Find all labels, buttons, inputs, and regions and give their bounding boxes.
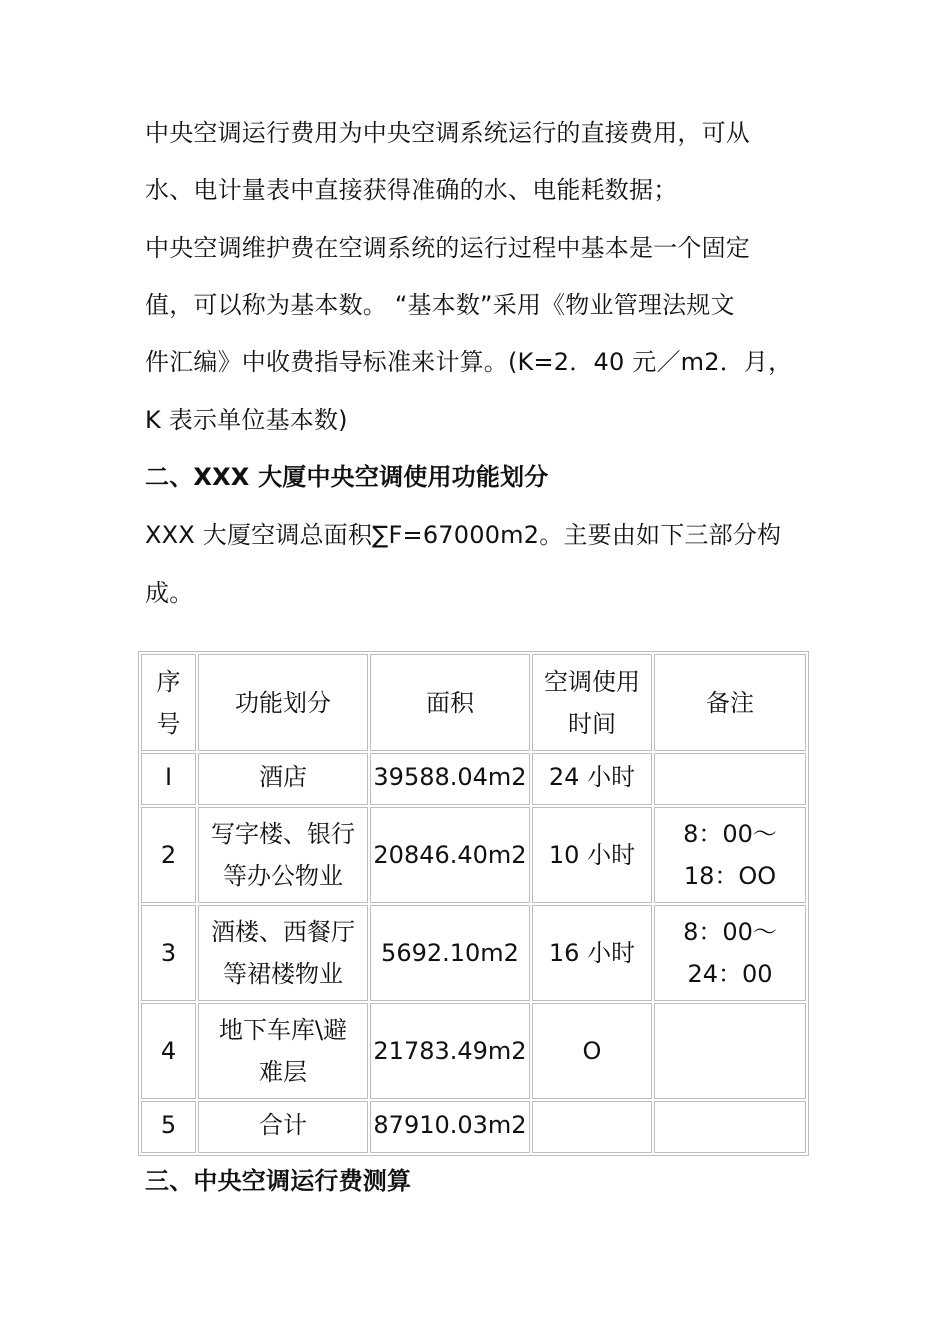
table-header-row: [141, 654, 806, 751]
cell-text: 24 小时: [548, 763, 636, 791]
cell-text: 写字楼、银行 等办公物业: [211, 820, 355, 890]
cell-text: 酒楼、西餐厅 等裙楼物业: [211, 918, 355, 988]
table-cell: [198, 1101, 368, 1153]
table-header-cell: [532, 654, 652, 751]
table-header-cell: [654, 654, 806, 751]
table-cell: [370, 753, 530, 805]
cell-text: 21783.49m2: [373, 1037, 527, 1065]
table-cell: [654, 807, 806, 903]
table-cell: [532, 905, 652, 1001]
section-heading: 二、XXX 大厦中央空调使用功能划分: [145, 463, 549, 491]
paragraph-line: 中央空调运行费用为中央空调系统运行的直接费用，可从: [145, 119, 750, 147]
table-row: [141, 1003, 806, 1099]
cell-text: O: [582, 1037, 602, 1065]
table-cell: [654, 905, 806, 1001]
paragraph-line: K 表示单位基本数): [145, 406, 348, 434]
table-cell: [198, 807, 368, 903]
paragraph-line: 水、电计量表中直接获得准确的水、电能耗数据；: [145, 176, 678, 204]
function-division-table: [138, 651, 809, 1156]
table-cell: [198, 905, 368, 1001]
cell-text: 合计: [259, 1111, 307, 1139]
table-cell: [141, 1003, 196, 1099]
table-cell: [141, 753, 196, 805]
paragraph-line: XXX 大厦空调总面积∑F=67000m2。主要由如下三部分构: [145, 521, 782, 549]
cell-text: 3: [160, 939, 177, 967]
table-row: [141, 807, 806, 903]
paragraph-line: 成。: [145, 579, 194, 607]
section-heading: 三、中央空调运行费测算: [145, 1167, 412, 1195]
table-cell: [532, 807, 652, 903]
table-cell: [370, 905, 530, 1001]
table-header-cell: [370, 654, 530, 751]
cell-text: 16 小时: [548, 939, 636, 967]
cell-text: 酒店: [259, 763, 307, 791]
table-cell: [532, 1101, 652, 1153]
cell-text: 39588.04m2: [373, 763, 527, 791]
table-cell: [370, 807, 530, 903]
table-cell: [532, 1003, 652, 1099]
cell-text: 5692.10m2: [381, 939, 519, 967]
table-cell: [198, 1003, 368, 1099]
paragraph-line: 值，可以称为基本数。 “基本数”采用《物业管理法规文: [145, 291, 735, 319]
cell-text: 8：00～ 24：00: [683, 918, 777, 988]
header-text: 功能划分: [235, 688, 331, 717]
header-text: 序 号: [156, 667, 181, 738]
cell-text: 20846.40m2: [373, 841, 527, 869]
table-cell: [654, 753, 806, 805]
cell-text: 10 小时: [548, 841, 636, 869]
cell-text: 87910.03m2: [373, 1111, 527, 1139]
table-row: [141, 905, 806, 1001]
table-cell: [370, 1003, 530, 1099]
table-cell: [532, 753, 652, 805]
table-cell: [370, 1101, 530, 1153]
table-cell: [198, 753, 368, 805]
cell-text: 2: [160, 841, 177, 869]
table-row: [141, 1101, 806, 1153]
table-row: [141, 753, 806, 805]
table-cell: [141, 807, 196, 903]
table-cell: [654, 1003, 806, 1099]
cell-text: 8：00～ 18：OO: [683, 820, 777, 890]
cell-text: 4: [160, 1037, 177, 1065]
paragraph-line: 中央空调维护费在空调系统的运行过程中基本是一个固定: [145, 234, 750, 262]
cell-text: 地下车库\避 难层: [218, 1016, 348, 1086]
header-text: 空调使用 时间: [544, 667, 640, 738]
paragraph-line: 件汇编》中收费指导标准来计算。(K=2．40 元／m2．月，: [145, 348, 793, 376]
table-cell: [654, 1101, 806, 1153]
header-text: 备注: [706, 688, 754, 717]
header-text: 面积: [426, 688, 474, 717]
table-cell: [141, 905, 196, 1001]
cell-text: I: [164, 763, 173, 791]
table-header-cell: [141, 654, 196, 751]
cell-text: 5: [160, 1111, 177, 1139]
table-cell: [141, 1101, 196, 1153]
table-header-cell: [198, 654, 368, 751]
